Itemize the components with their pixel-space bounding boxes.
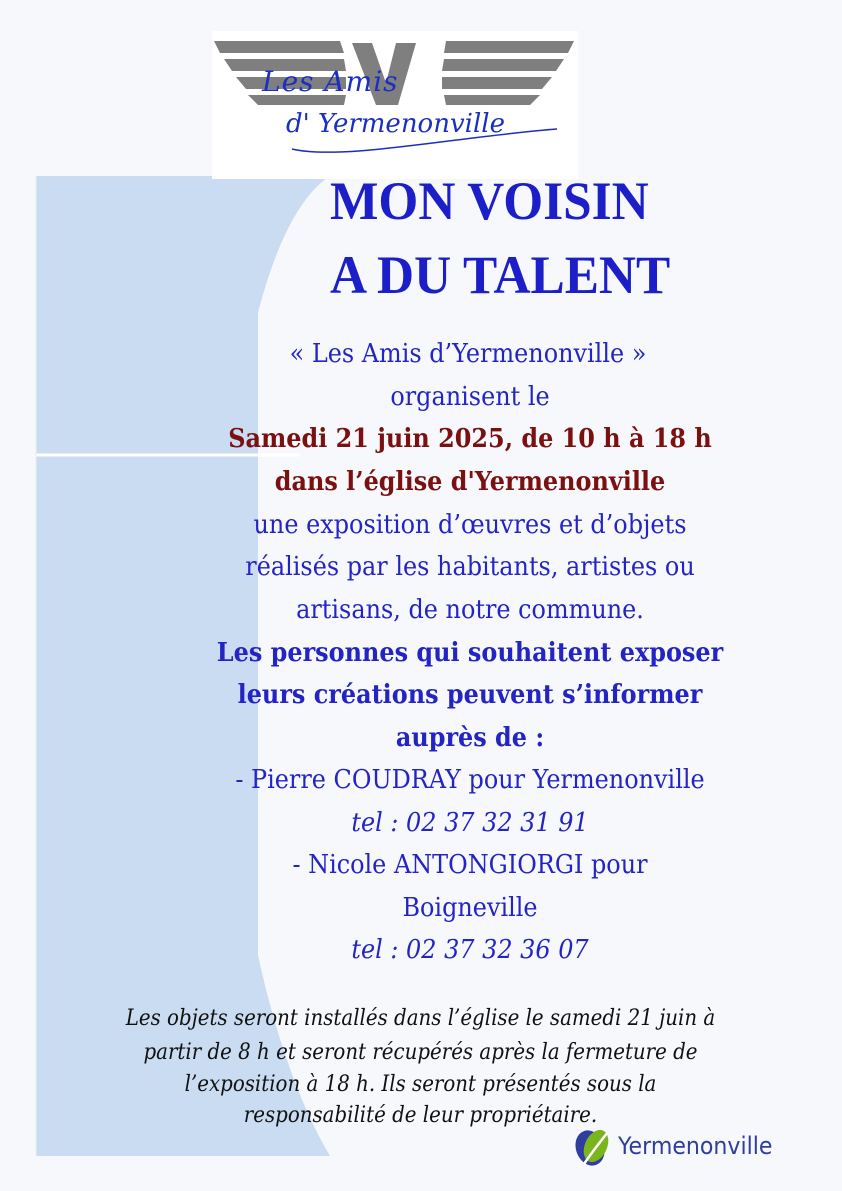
headline-line-1: MON VOISIN [330, 171, 649, 231]
contact-2-place: Boigneville [402, 893, 538, 923]
footer-line-4: responsabilité de leur propriétaire. [243, 1103, 598, 1128]
footer-line-3: l’exposition à 18 h. Ils seront présentés sous la [184, 1072, 657, 1097]
contact-2-name: - Nicole ANTONGIORGI pour [292, 850, 648, 880]
event-date-time: Samedi 21 juin 2025, de 10 h à 18 h [228, 424, 712, 454]
leaf-icon [572, 1126, 616, 1170]
wings-logo-icon [212, 31, 578, 179]
call-line-1: Les personnes qui souhaitent exposer [216, 638, 724, 668]
contact-2-tel: tel : 02 37 32 36 07 [351, 935, 589, 965]
contact-1-tel: tel : 02 37 32 31 91 [351, 808, 589, 838]
town-name: Yermenonville [618, 1132, 773, 1160]
organizer-verb: organisent le [390, 382, 550, 412]
headline-line-2: A DU TALENT [330, 245, 671, 305]
event-place: dans l’église d'Yermenonville [274, 467, 666, 497]
logo-line-1: Les Amis [262, 65, 399, 98]
town-logo [572, 1126, 822, 1170]
description-line-2: réalisés par les habitants, artistes ou [245, 552, 695, 582]
association-logo [212, 31, 578, 179]
organizer-line: « Les Amis d’Yermenonville » [289, 339, 647, 369]
footer-line-2: partir de 8 h et seront récupérés après la fermeture de [143, 1040, 698, 1065]
description-line-3: artisans, de notre commune. [296, 595, 644, 625]
call-line-2: leurs créations peuvent s’informer [237, 680, 703, 710]
contact-1-name: - Pierre COUDRAY pour Yermenonville [235, 765, 705, 795]
footer-line-1: Les objets seront installés dans l’église le samedi 21 juin à [125, 1006, 716, 1031]
call-line-3: auprès de : [395, 723, 545, 753]
description-line-1: une exposition d’œuvres et d’objets [253, 510, 687, 540]
logo-line-2: d' Yermenonville [286, 109, 505, 139]
